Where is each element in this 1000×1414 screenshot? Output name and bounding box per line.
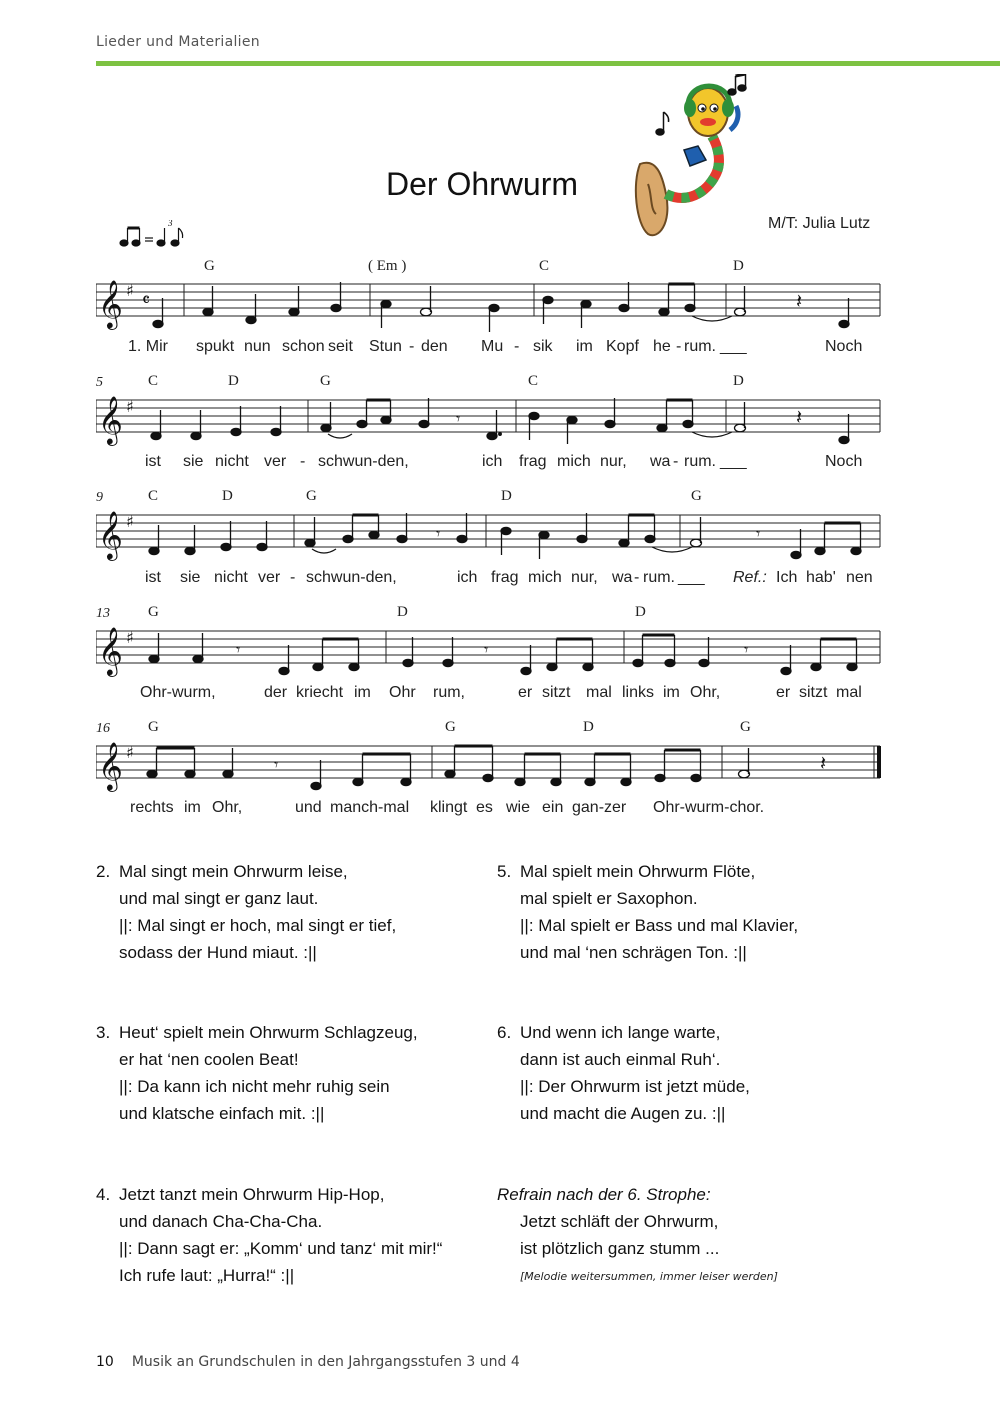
eighth-rest: 𝄾: [274, 755, 279, 774]
key-signature-sharp: ♯: [126, 628, 134, 647]
verse-line: Mal singt mein Ohrwurm leise,: [119, 862, 348, 881]
lyric-syllable: nun: [244, 338, 271, 355]
chord-symbol: G: [740, 719, 751, 735]
running-header: Lieder und Materialien: [96, 34, 260, 50]
chord-symbol: G: [204, 258, 215, 274]
lyric-syllable: Mu: [481, 338, 504, 355]
lyric-syllable: rum.: [643, 569, 675, 586]
lyric-syllable: schwun-den,: [318, 453, 409, 470]
lyric-syllable: sie: [180, 569, 201, 586]
lyric-syllable: klingt: [430, 799, 468, 816]
verse-line: und danach Cha-Cha-Cha.: [119, 1212, 323, 1231]
verse-2: [96, 858, 396, 966]
verse-3: [96, 1019, 418, 1127]
header-rule: [96, 61, 1000, 66]
lyric-syllable: Ich: [776, 569, 798, 586]
refrain-label: Ref.:: [733, 569, 767, 586]
refrain-heading: Refrain nach der 6. Strophe:: [497, 1185, 711, 1204]
verse-number: 4.: [96, 1185, 111, 1204]
publication-title: Musik an Grundschulen in den Jahrgangsstufen 3 und 4: [131, 1354, 520, 1370]
lyric-syllable: Ohr-wurm,: [140, 684, 216, 701]
chord-symbol: D: [397, 604, 408, 620]
treble-clef: 𝄞: [98, 395, 123, 444]
verse-line: ||: Der Ohrwurm ist jetzt müde,: [520, 1077, 750, 1096]
lyric-syllable: schwun-den,: [306, 569, 397, 586]
lyric-syllable: Ohr: [389, 684, 416, 701]
lyric-syllable: im: [576, 338, 593, 355]
chord-symbol: C: [528, 373, 539, 389]
lyric-syllable: kriecht: [296, 684, 344, 701]
verse-line: und macht die Augen zu. :||: [520, 1104, 726, 1123]
verse-line: sodass der Hund miaut. :||: [119, 943, 317, 962]
key-signature-sharp: ♯: [126, 743, 134, 762]
key-signature-sharp: ♯: [126, 281, 134, 300]
treble-clef: 𝄞: [98, 510, 123, 559]
lyric-syllable: Ohr,: [212, 799, 243, 816]
lyric-syllable: Ohr,: [690, 684, 721, 701]
verse-5: [497, 858, 798, 966]
lyric-syllable: ist: [145, 569, 161, 586]
lyric-syllable: -: [673, 453, 679, 470]
lyric-syllable: sik: [533, 338, 553, 355]
chord-symbol: D: [733, 258, 744, 274]
chord-symbol: D: [733, 373, 744, 389]
lyric-syllable: nen: [846, 569, 873, 586]
lyric-syllable: Kopf: [606, 338, 639, 355]
chord-symbol: D: [583, 719, 594, 735]
lyric-syllable: der: [264, 684, 288, 701]
verse-line: Ich rufe laut: „Hurra!“ :||: [119, 1266, 295, 1285]
refrain-ending: [497, 1181, 719, 1262]
verse-line: und klatsche einfach mit. :||: [119, 1104, 325, 1123]
lyric-syllable: mal: [836, 684, 862, 701]
treble-clef: 𝄞: [98, 279, 123, 328]
lyric-syllable: er: [776, 684, 791, 701]
eighth-rest: 𝄾: [456, 409, 461, 428]
verse-line: er hat ‘nen coolen Beat!: [119, 1050, 299, 1069]
lyric-syllable: Ohr-wurm-chor.: [653, 799, 765, 816]
verse-line: Und wenn ich lange warte,: [520, 1023, 721, 1042]
lyric-syllable: hab': [806, 569, 836, 586]
verse-6: [497, 1019, 750, 1127]
measure-number: 5: [96, 375, 103, 390]
chord-symbol: D: [501, 488, 512, 504]
measure-number: 9: [96, 490, 103, 505]
lyric-syllable: Noch: [825, 338, 863, 355]
key-signature-sharp: ♯: [126, 512, 134, 531]
chord-symbol: C: [148, 373, 159, 389]
verse-line: ||: Da kann ich nicht mehr ruhig sein: [119, 1077, 390, 1096]
lyric-syllable: -: [514, 338, 520, 355]
lyric-extender: ___: [678, 569, 705, 586]
verse-line: ||: Dann sagt er: „Komm‘ und tanz‘ mit mir!“: [119, 1239, 443, 1258]
verse-line: Heut‘ spielt mein Ohrwurm Schlagzeug,: [119, 1023, 418, 1042]
lyric-syllable: Noch: [825, 453, 863, 470]
lyric-syllable: 1. Mir: [128, 338, 168, 355]
chord-symbol: G: [148, 604, 159, 620]
lyric-syllable: ich: [457, 569, 478, 586]
lyric-syllable: -: [634, 569, 640, 586]
chord-symbol: C: [148, 488, 159, 504]
lyric-syllable: he: [653, 338, 671, 355]
lyric-syllable: -: [290, 569, 296, 586]
lyric-syllable: seit: [328, 338, 353, 355]
lyric-syllable: -: [409, 338, 415, 355]
lyric-syllable: ist: [145, 453, 161, 470]
music-staff: [96, 394, 886, 454]
verse-line: Mal spielt mein Ohrwurm Flöte,: [520, 862, 756, 881]
verse-number: 5.: [497, 862, 512, 881]
treble-clef: 𝄞: [98, 626, 123, 675]
eighth-rest: 𝄾: [484, 640, 489, 659]
lyric-syllable: nur,: [600, 453, 627, 470]
chord-symbol: D: [222, 488, 233, 504]
lyric-syllable: frag: [491, 569, 519, 586]
lyric-syllable: im: [354, 684, 371, 701]
verse-number: 2.: [96, 862, 111, 881]
swing-tempo-marking: [118, 220, 194, 250]
svg-text:3: 3: [168, 220, 173, 228]
lyric-syllable: im: [184, 799, 201, 816]
chord-symbol: ( Em ): [368, 258, 407, 274]
lyric-extender: ___: [720, 453, 747, 470]
lyric-syllable: wa: [650, 453, 671, 470]
refrain-line: Jetzt schläft der Ohrwurm,: [520, 1212, 719, 1231]
chord-symbol: G: [148, 719, 159, 735]
verse-number: 6.: [497, 1023, 512, 1042]
refrain-line: ist plötzlich ganz stumm ...: [520, 1239, 720, 1258]
lyric-syllable: rum.: [684, 338, 716, 355]
song-title: Der Ohrwurm: [386, 166, 579, 202]
page-footer: [96, 1354, 520, 1370]
verse-line: dann ist auch einmal Ruh‘.: [520, 1050, 721, 1069]
eighth-rest: 𝄾: [744, 640, 749, 659]
lyric-syllable: den: [421, 338, 448, 355]
lyric-syllable: schon: [282, 338, 325, 355]
lyric-syllable: Stun: [369, 338, 402, 355]
chord-symbol: G: [445, 719, 456, 735]
lyric-syllable: mich: [528, 569, 562, 586]
quarter-rest: 𝄽: [796, 405, 803, 429]
verse-4: [96, 1181, 442, 1289]
lyric-syllable: im: [663, 684, 680, 701]
time-signature: 𝄴: [142, 290, 151, 311]
chord-symbol: C: [539, 258, 550, 274]
lyric-syllable: nicht: [215, 453, 249, 470]
music-staff: [96, 278, 886, 338]
verse-number: 3.: [96, 1023, 111, 1042]
lyric-syllable: rechts: [130, 799, 174, 816]
music-staff: [96, 740, 886, 800]
lyric-syllable: ver: [264, 453, 287, 470]
lyric-syllable: rum,: [433, 684, 465, 701]
eighth-rest: 𝄾: [756, 524, 761, 543]
lyric-syllable: manch-mal: [330, 799, 410, 816]
lyric-syllable: ich: [482, 453, 503, 470]
lyric-syllable: ein: [542, 799, 564, 816]
lyric-syllable: wa: [612, 569, 633, 586]
treble-clef: 𝄞: [98, 741, 123, 790]
quarter-rest: 𝄽: [820, 751, 827, 775]
chord-symbol: G: [320, 373, 331, 389]
lyric-syllable: -: [300, 453, 306, 470]
lyric-syllable: mich: [557, 453, 591, 470]
lyric-syllable: rum.: [684, 453, 716, 470]
music-staff: [96, 509, 886, 569]
lyric-extender: ___: [720, 338, 747, 355]
lyric-syllable: er: [518, 684, 533, 701]
quarter-rest: 𝄽: [796, 289, 803, 313]
verse-line: mal spielt er Saxophon.: [520, 889, 698, 908]
chord-symbol: D: [228, 373, 239, 389]
measure-number: 13: [96, 606, 110, 621]
chord-symbol: D: [635, 604, 646, 620]
song-credit: M/T: Julia Lutz: [768, 215, 871, 232]
lyric-syllable: sitzt: [542, 684, 571, 701]
lyric-syllable: es: [476, 799, 493, 816]
page-number: 10: [96, 1354, 114, 1370]
verse-line: und mal singt er ganz laut.: [119, 889, 319, 908]
lyric-syllable: wie: [506, 799, 531, 816]
measure-number: 16: [96, 721, 110, 736]
lyric-syllable: mal: [586, 684, 612, 701]
lyric-syllable: links: [622, 684, 655, 701]
earworm-mascot-illustration: [626, 74, 756, 244]
lyric-syllable: nur,: [571, 569, 598, 586]
performance-note: [Melodie weitersummen, immer leiser werden]: [520, 1270, 778, 1283]
lyric-syllable: und: [295, 799, 322, 816]
lyric-syllable: sitzt: [799, 684, 828, 701]
lyric-syllable: spukt: [196, 338, 235, 355]
lyric-syllable: -: [676, 338, 682, 355]
final-barline: [877, 746, 881, 778]
lyric-syllable: gan-zer: [572, 799, 627, 816]
verse-line: ||: Mal spielt er Bass und mal Klavier,: [520, 916, 799, 935]
chord-symbol: G: [691, 488, 702, 504]
verse-line: ||: Mal singt er hoch, mal singt er tief,: [119, 916, 397, 935]
lyric-syllable: ver: [258, 569, 281, 586]
key-signature-sharp: ♯: [126, 397, 134, 416]
eighth-rest: 𝄾: [436, 524, 441, 543]
music-staff: [96, 625, 886, 685]
lyric-syllable: sie: [183, 453, 204, 470]
lyric-syllable: frag: [519, 453, 547, 470]
eighth-rest: 𝄾: [236, 640, 241, 659]
verse-line: Jetzt tanzt mein Ohrwurm Hip-Hop,: [119, 1185, 385, 1204]
lyric-syllable: nicht: [214, 569, 248, 586]
verse-line: und mal ‘nen schrägen Ton. :||: [520, 943, 747, 962]
chord-symbol: G: [306, 488, 317, 504]
